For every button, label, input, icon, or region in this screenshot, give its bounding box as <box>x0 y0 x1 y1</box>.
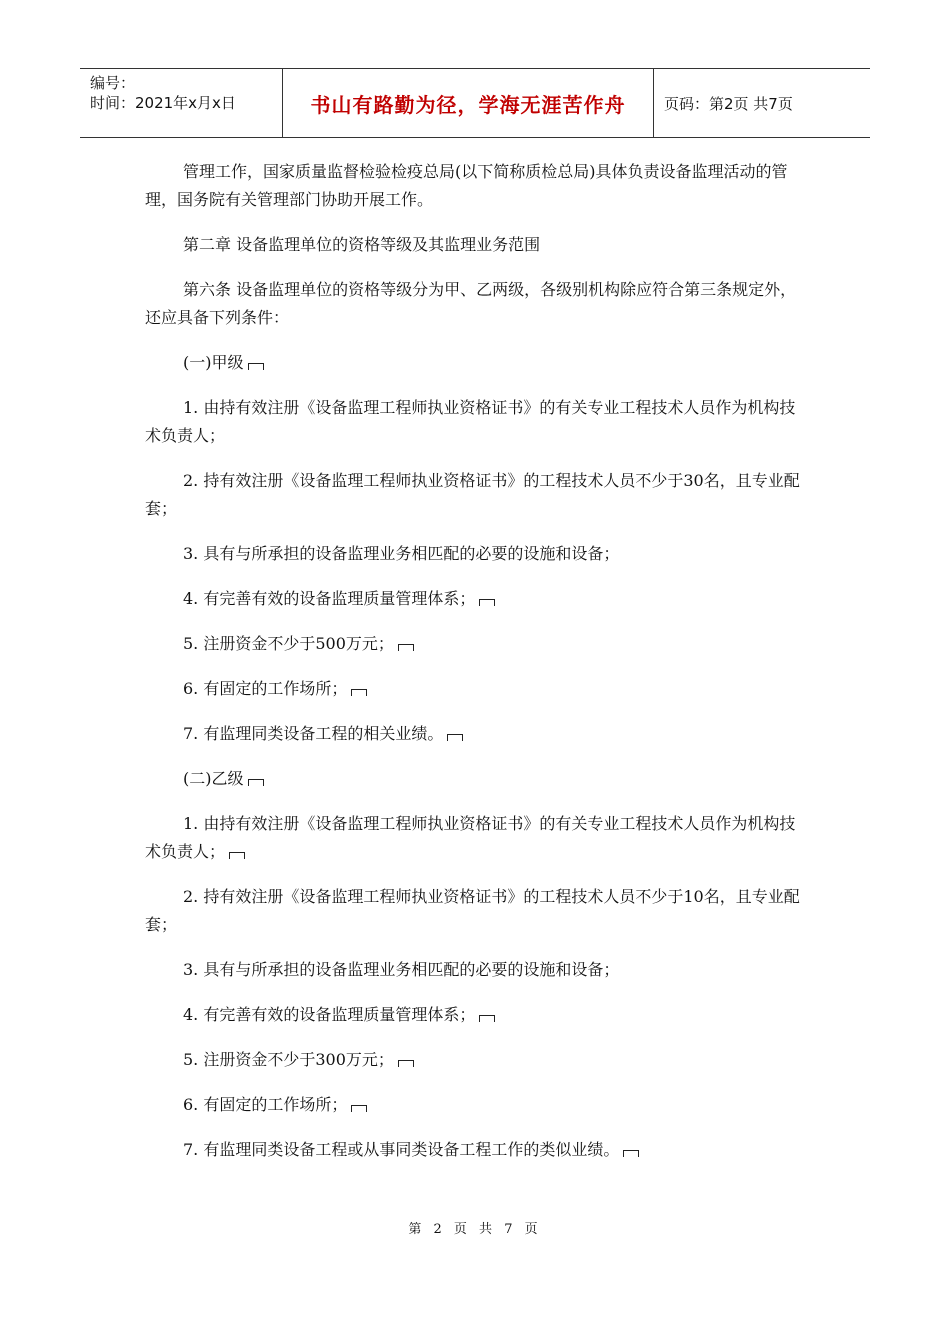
paragraph <box>145 158 810 214</box>
paragraph <box>145 540 810 568</box>
number-label: 编号： <box>90 74 136 92</box>
paragraph <box>145 467 810 523</box>
page-header <box>80 68 870 138</box>
paragraph-text: (一)甲级 <box>183 353 244 372</box>
line-break-mark-icon <box>229 852 245 859</box>
paragraph <box>145 1046 810 1074</box>
page-footer: 第 2 页 共 7 页 <box>408 1222 542 1237</box>
document-body <box>145 158 810 1181</box>
paragraph-text: 6. 有固定的工作场所； <box>183 1095 348 1114</box>
line-break-mark-icon <box>398 644 414 651</box>
paragraph-text: 5. 注册资金不少于500万元； <box>183 634 394 653</box>
paragraph <box>145 1136 810 1164</box>
paragraph <box>145 1001 810 1029</box>
paragraph-text: (二)乙级 <box>183 769 244 788</box>
time-label: 时间：2021年x月x日 <box>90 94 236 112</box>
paragraph-text: 4. 有完善有效的设备监理质量管理体系； <box>183 1005 476 1024</box>
paragraph <box>145 585 810 613</box>
paragraph-text: 第二章 设备监理单位的资格等级及其监理业务范围 <box>183 235 541 254</box>
header-meta <box>80 69 282 137</box>
paragraph <box>145 231 810 259</box>
paragraph <box>145 1091 810 1119</box>
line-break-mark-icon <box>351 689 367 696</box>
paragraph-text: 6. 有固定的工作场所； <box>183 679 348 698</box>
paragraph <box>145 810 810 866</box>
paragraph-text: 1. 由持有效注册《设备监理工程师执业资格证书》的有关专业工程技术人员作为机构技术负责人； <box>145 814 796 861</box>
paragraph-text: 4. 有完善有效的设备监理质量管理体系； <box>183 589 476 608</box>
paragraph-text: 2. 持有效注册《设备监理工程师执业资格证书》的工程技术人员不少于30名，且专业配套； <box>145 471 800 518</box>
paragraph <box>145 675 810 703</box>
line-break-mark-icon <box>479 599 495 606</box>
paragraph <box>145 765 810 793</box>
paragraph-text: 管理工作，国家质量监督检验检疫总局(以下简称质检总局)具体负责设备监理活动的管理，国务院有关管理部门协助开展工作。 <box>145 162 788 209</box>
header-motto: 书山有路勤为径，学海无涯苦作舟 <box>282 69 654 137</box>
paragraph-text: 1. 由持有效注册《设备监理工程师执业资格证书》的有关专业工程技术人员作为机构技术负责人； <box>145 398 796 445</box>
paragraph-text: 3. 具有与所承担的设备监理业务相匹配的必要的设施和设备； <box>183 960 620 979</box>
paragraph-text: 第六条 设备监理单位的资格等级分为甲、乙两级，各级别机构除应符合第三条规定外，还应具备下列条件： <box>145 280 797 327</box>
paragraph <box>145 394 810 450</box>
line-break-mark-icon <box>623 1150 639 1157</box>
paragraph-text: 7. 有监理同类设备工程或从事同类设备工程工作的类似业绩。 <box>183 1140 620 1159</box>
paragraph <box>145 720 810 748</box>
paragraph <box>145 276 810 332</box>
paragraph-text: 2. 持有效注册《设备监理工程师执业资格证书》的工程技术人员不少于10名，且专业配套； <box>145 887 800 934</box>
paragraph <box>145 956 810 984</box>
paragraph <box>145 630 810 658</box>
paragraph <box>145 349 810 377</box>
paragraph-text: 7. 有监理同类设备工程的相关业绩。 <box>183 724 444 743</box>
header-page-label: 页码：第2页 共7页 <box>664 94 793 113</box>
paragraph-text: 3. 具有与所承担的设备监理业务相匹配的必要的设施和设备； <box>183 544 620 563</box>
paragraph <box>145 883 810 939</box>
line-break-mark-icon <box>447 734 463 741</box>
line-break-mark-icon <box>479 1015 495 1022</box>
line-break-mark-icon <box>398 1060 414 1067</box>
line-break-mark-icon <box>248 779 264 786</box>
line-break-mark-icon <box>351 1105 367 1112</box>
paragraph-text: 5. 注册资金不少于300万元； <box>183 1050 394 1069</box>
line-break-mark-icon <box>248 363 264 370</box>
